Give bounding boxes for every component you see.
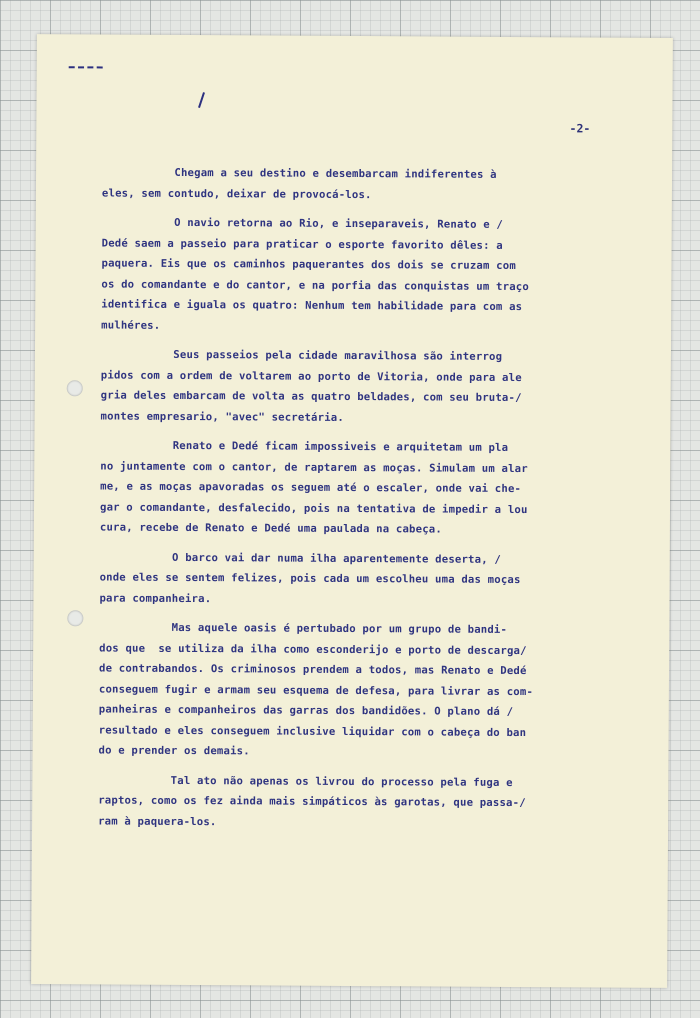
pen-tick-mark xyxy=(198,92,205,108)
text-line: Tal ato não apenas os livrou do processo pela fuga e xyxy=(98,773,513,789)
text-line: os do comandante e do cantor, e na porfia das conquistas um traço xyxy=(101,277,529,293)
text-line: ram à paquera-los. xyxy=(98,814,217,828)
text-line: Dedé saem a passeio para praticar o esporte favorito dêles: a xyxy=(101,236,503,252)
text-line: Renato e Dedé ficam impossiveis e arquitetam um pla xyxy=(100,439,509,454)
text-line: conseguem fugir e armam seu esquema de defesa, para livrar as com- xyxy=(98,682,534,698)
text-line: onde eles se sentem felizes, pois cada um escolheu uma das moças xyxy=(99,571,521,587)
text-line: do e prender os demais. xyxy=(98,744,250,758)
text-line: O barco vai dar numa ilha aparentemente deserta, / xyxy=(99,550,502,566)
punch-hole-top xyxy=(67,380,83,396)
punch-hole-bottom xyxy=(67,610,83,626)
text-line: O navio retorna ao Rio, e inseparaveis, Renato e / xyxy=(101,216,504,231)
pen-dash-mark xyxy=(69,66,103,70)
page-number: -2- xyxy=(569,121,591,136)
text-line: montes empresario, "avec" secretária. xyxy=(100,409,344,424)
text-line: para companheira. xyxy=(99,591,212,605)
text-line: eles, sem contudo, deixar de provocá-los. xyxy=(101,186,372,201)
body-text xyxy=(98,162,642,834)
text-line: Mas aquele oasis é pertubado por um grupo de bandi- xyxy=(99,621,508,636)
typewritten-page xyxy=(31,34,673,988)
text-line: me, e as moças apavoradas os seguem até o escaler, onde vai che- xyxy=(100,480,522,496)
text-line: de contrabandos. Os criminosos prendem a todos, mas Renato e Dedé xyxy=(98,662,527,678)
text-line: cura, recebe de Renato e Dedé uma paulada na cabeça. xyxy=(99,521,442,536)
text-line: pidos com a ordem de voltarem ao porto de Vitoria, onde para ale xyxy=(100,368,522,384)
text-line: dos que se utiliza da ilha como esconderijo e porto de descarga/ xyxy=(99,641,527,657)
text-line: identifica e iguala os quatro: Nenhum tem habilidade para com as xyxy=(101,298,523,314)
text-line: gria deles embarcam de volta as quatro beldades, com seu bruta-/ xyxy=(100,389,522,405)
text-line: mulhéres. xyxy=(101,318,161,332)
text-line: no juntamente com o cantor, de raptarem as moças. Simulam um alar xyxy=(100,459,528,475)
text-line: Seus passeios pela cidade maravilhosa são interrog xyxy=(100,348,503,363)
text-line: panheiras e companheiros das garras dos bandidões. O plano dá / xyxy=(98,703,514,718)
text-line: paquera. Eis que os caminhos paquerantes dos dois se cruzam com xyxy=(101,257,516,272)
text-line: Chegam a seu destino e desembarcam indiferentes à xyxy=(102,166,497,181)
text-line: resultado e eles conseguem inclusive liquidar com o cabeça do ban xyxy=(98,723,527,739)
text-line: raptos, como os fez ainda mais simpáticos às garotas, que passa-/ xyxy=(98,794,526,810)
text-line: gar o comandante, desfalecido, pois na tentativa de impedir a lou xyxy=(99,500,528,516)
